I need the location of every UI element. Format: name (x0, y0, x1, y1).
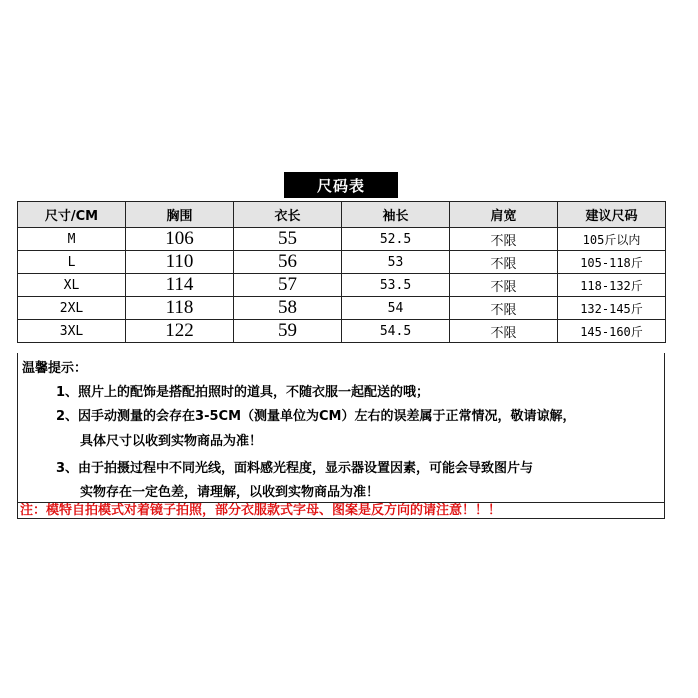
tip-3-continued: 实物存在一定色差，请理解，以收到实物商品为准！ (80, 485, 380, 500)
cell-size: 2XL (18, 297, 126, 320)
header-size: 尺寸/CM (18, 202, 126, 228)
tip-2: 2、因手动测量的会存在3-5CM（测量单位为CM）左右的误差属于正常情况，敬请谅解， (56, 409, 576, 424)
cell-chest: 110 (126, 251, 234, 274)
size-table (17, 201, 666, 343)
cell-length: 55 (234, 228, 342, 251)
cell-sleeve: 52.5 (342, 228, 450, 251)
cell-size: L (18, 251, 126, 274)
table-row (18, 320, 666, 343)
tip-3: 3、由于拍摄过程中不同光线，面料感光程度，显示器设置因素，可能会导致图片与 (56, 461, 534, 476)
cell-shoulder: 不限 (450, 228, 558, 251)
tips-box (17, 353, 665, 508)
cell-chest: 106 (126, 228, 234, 251)
cell-shoulder: 不限 (450, 320, 558, 343)
cell-length: 57 (234, 274, 342, 297)
cell-shoulder: 不限 (450, 251, 558, 274)
cell-size: XL (18, 274, 126, 297)
header-sleeve: 袖长 (342, 202, 450, 228)
table-row (18, 297, 666, 320)
cell-shoulder: 不限 (450, 274, 558, 297)
cell-recommended: 145-160斤 (558, 320, 666, 343)
size-chart-title: 尺码表 (284, 172, 398, 198)
cell-sleeve: 53 (342, 251, 450, 274)
cell-recommended: 105斤以内 (558, 228, 666, 251)
table-header-row (18, 202, 666, 228)
cell-size: 3XL (18, 320, 126, 343)
cell-shoulder: 不限 (450, 297, 558, 320)
tip-2-continued: 具体尺寸以收到实物商品为准！ (80, 434, 263, 449)
header-chest: 胸围 (126, 202, 234, 228)
table-row (18, 251, 666, 274)
header-recommended: 建议尺码 (558, 202, 666, 228)
cell-recommended: 105-118斤 (558, 251, 666, 274)
cell-length: 58 (234, 297, 342, 320)
cell-length: 56 (234, 251, 342, 274)
cell-recommended: 132-145斤 (558, 297, 666, 320)
cell-length: 59 (234, 320, 342, 343)
header-shoulder: 肩宽 (450, 202, 558, 228)
cell-sleeve: 53.5 (342, 274, 450, 297)
tips-heading: 温馨提示： (22, 361, 88, 376)
header-length: 衣长 (234, 202, 342, 228)
cell-chest: 118 (126, 297, 234, 320)
cell-size: M (18, 228, 126, 251)
table-row (18, 228, 666, 251)
cell-sleeve: 54 (342, 297, 450, 320)
size-table-container (17, 201, 665, 343)
tip-1: 1、照片上的配饰是搭配拍照时的道具，不随衣服一起配送的哦； (56, 385, 430, 400)
cell-sleeve: 54.5 (342, 320, 450, 343)
table-row (18, 274, 666, 297)
cell-recommended: 118-132斤 (558, 274, 666, 297)
cell-chest: 114 (126, 274, 234, 297)
cell-chest: 122 (126, 320, 234, 343)
mirror-warning: 注：模特自拍模式对着镜子拍照，部分衣服款式字母、图案是反方向的请注意！！！ (17, 502, 665, 519)
